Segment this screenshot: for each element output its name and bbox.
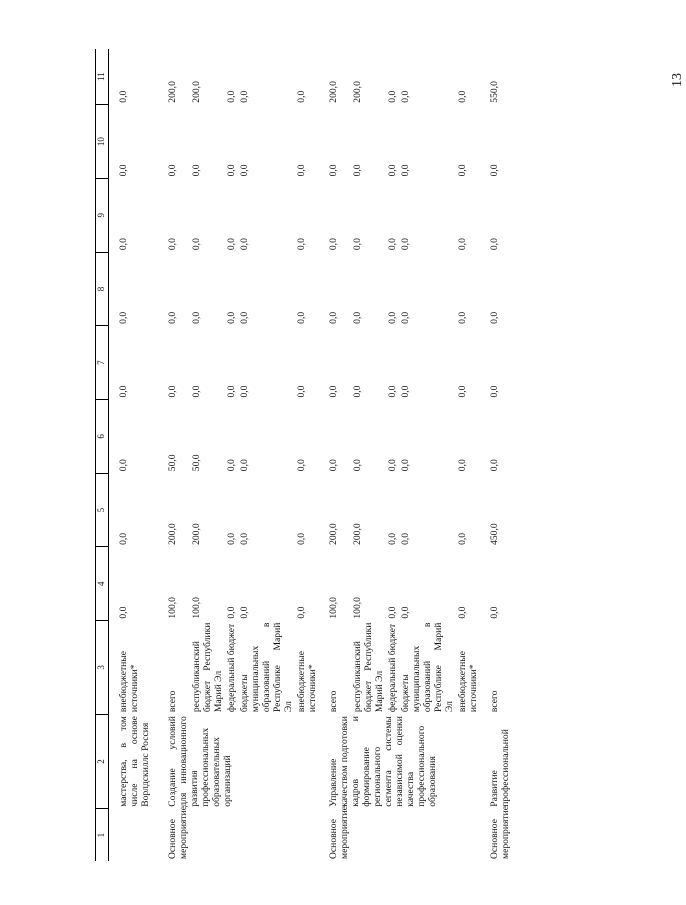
value-cell: 0,0: [489, 311, 500, 324]
funding-source: всего: [328, 690, 339, 713]
value-cell: 0,0: [457, 532, 468, 545]
value-cell: 0,0: [457, 164, 468, 177]
value-cell: 0,0: [239, 311, 250, 324]
column-number: 7: [96, 326, 109, 400]
value-cell: 0,0: [118, 532, 129, 545]
value-cell: 0,0: [457, 459, 468, 472]
value-cell: 0,0: [457, 238, 468, 251]
value-cell: 0,0: [226, 459, 237, 472]
value-cell: 0,0: [352, 459, 363, 472]
value-cell: 0,0: [296, 606, 307, 619]
value-cell: 0,0: [387, 532, 398, 545]
row-type: [351, 809, 386, 861]
value-cell: 0,0: [387, 311, 398, 324]
value-cell: 0,0: [457, 311, 468, 324]
row-title: Создание условий для инновационного развития профессиональных образовательных организаций: [167, 716, 233, 807]
value-cell: 0,0: [118, 385, 129, 398]
value-cell: 100,0: [191, 597, 202, 619]
value-cell: 0,0: [226, 238, 237, 251]
row-type: [295, 809, 319, 861]
row-title: Управление качеством подготовки кадров и формирование регионального сегмента системы независимой оценки качества профессионального образования: [328, 716, 438, 807]
value-cell: 0,0: [489, 164, 500, 177]
value-cell: 0,0: [239, 238, 250, 251]
row-title: Развитие профессиональной: [489, 729, 511, 807]
row-type: Основное мероприятие: [328, 806, 350, 859]
value-cell: 0,0: [489, 385, 500, 398]
funding-source: внебюджетные источники*: [118, 650, 140, 713]
value-cell: 0,0: [489, 238, 500, 251]
row-title: мастерства, в том числе на основе Ворлдскиллс Россия: [118, 716, 151, 807]
value-cell: 0,0: [457, 606, 468, 619]
value-cell: 0,0: [328, 385, 339, 398]
funding-source: внебюджетные источники*: [296, 650, 318, 713]
funding-source: федеральный бюджет: [226, 623, 237, 713]
value-cell: 0,0: [239, 532, 250, 545]
value-cell: 0,0: [296, 311, 307, 324]
value-cell: 100,0: [352, 597, 363, 619]
value-cell: 0,0: [400, 459, 411, 472]
value-cell: 0,0: [387, 90, 398, 103]
value-cell: 0,0: [239, 459, 250, 472]
value-cell: 0,0: [352, 164, 363, 177]
column-number: 1: [96, 809, 109, 861]
value-cell: 200,0: [167, 523, 178, 545]
value-cell: 0,0: [226, 385, 237, 398]
value-cell: 0,0: [352, 311, 363, 324]
value-cell: 0,0: [118, 459, 129, 472]
value-cell: 0,0: [328, 238, 339, 251]
value-cell: 0,0: [400, 90, 411, 103]
value-cell: 0,0: [387, 606, 398, 619]
value-cell: 0,0: [118, 311, 129, 324]
value-cell: 0,0: [239, 90, 250, 103]
value-cell: 0,0: [239, 385, 250, 398]
funding-source: всего: [167, 690, 178, 713]
value-cell: 0,0: [191, 385, 202, 398]
table-row: [117, 49, 152, 861]
funding-source: внебюджетные источники*: [457, 650, 479, 713]
value-cell: 0,0: [226, 164, 237, 177]
row-type: [225, 809, 238, 861]
row-type: [456, 809, 480, 861]
value-cell: 0,0: [328, 164, 339, 177]
funding-source: бюджеты муниципальных образований в Республике Марий Эл: [400, 622, 455, 713]
value-cell: 0,0: [400, 238, 411, 251]
column-number: 8: [96, 252, 109, 326]
row-type: [399, 809, 456, 861]
column-number: 2: [96, 714, 109, 809]
value-cell: 0,0: [352, 238, 363, 251]
value-cell: 0,0: [167, 238, 178, 251]
value-cell: 0,0: [239, 606, 250, 619]
value-cell: 0,0: [489, 459, 500, 472]
value-cell: 200,0: [328, 523, 339, 545]
value-cell: 0,0: [457, 90, 468, 103]
value-cell: 0,0: [457, 385, 468, 398]
funding-source: республиканский бюджет Республики Марий Эл: [191, 622, 224, 713]
value-cell: 0,0: [400, 385, 411, 398]
row-type: [190, 809, 225, 861]
value-cell: 200,0: [328, 81, 339, 103]
value-cell: 0,0: [226, 311, 237, 324]
value-cell: 0,0: [296, 238, 307, 251]
row-type: Основное мероприятие: [167, 806, 189, 859]
value-cell: 0,0: [387, 238, 398, 251]
value-cell: 0,0: [387, 164, 398, 177]
value-cell: 0,0: [167, 311, 178, 324]
column-number: 3: [96, 621, 109, 715]
value-cell: 0,0: [118, 90, 129, 103]
value-cell: 0,0: [296, 385, 307, 398]
value-cell: 0,0: [400, 532, 411, 545]
funding-source: федеральный бюджет: [387, 623, 398, 713]
value-cell: 0,0: [118, 164, 129, 177]
funding-source: республиканский бюджет Республики Марий Эл: [352, 622, 385, 713]
column-number-row: [96, 49, 109, 861]
value-cell: 200,0: [191, 523, 202, 545]
value-cell: 0,0: [400, 311, 411, 324]
value-cell: 0,0: [191, 311, 202, 324]
column-number: 5: [96, 473, 109, 547]
value-cell: 0,0: [191, 164, 202, 177]
table-row: [166, 49, 190, 861]
value-cell: 100,0: [167, 597, 178, 619]
value-cell: 0,0: [400, 606, 411, 619]
value-cell: 0,0: [296, 532, 307, 545]
value-cell: 0,0: [328, 311, 339, 324]
table-row: [327, 49, 351, 861]
value-cell: 200,0: [191, 81, 202, 103]
value-cell: 0,0: [167, 385, 178, 398]
value-cell: 450,0: [489, 523, 500, 545]
value-cell: 0,0: [118, 238, 129, 251]
value-cell: 0,0: [239, 164, 250, 177]
value-cell: 0,0: [226, 532, 237, 545]
value-cell: 0,0: [296, 459, 307, 472]
column-number: 11: [96, 49, 109, 105]
column-number: 9: [96, 178, 109, 252]
row-type: [238, 809, 295, 861]
row-type: Основное мероприятие: [489, 806, 511, 859]
value-cell: 200,0: [167, 81, 178, 103]
value-cell: 0,0: [296, 164, 307, 177]
value-cell: 0,0: [118, 606, 129, 619]
value-cell: 0,0: [352, 385, 363, 398]
row-type: [117, 809, 152, 861]
column-number: 4: [96, 547, 109, 621]
value-cell: 0,0: [328, 459, 339, 472]
value-cell: 50,0: [167, 454, 178, 472]
value-cell: 100,0: [328, 597, 339, 619]
value-cell: 0,0: [387, 385, 398, 398]
budget-table: [95, 49, 512, 861]
funding-source: бюджеты муниципальных образований в Республике Марий Эл: [239, 622, 294, 713]
value-cell: 0,0: [226, 90, 237, 103]
value-cell: 0,0: [489, 606, 500, 619]
value-cell: 200,0: [352, 523, 363, 545]
value-cell: 550,0: [489, 81, 500, 103]
table-row: [488, 49, 512, 861]
value-cell: 50,0: [191, 454, 202, 472]
column-number: 10: [96, 105, 109, 179]
value-cell: 0,0: [191, 238, 202, 251]
row-type: [386, 809, 399, 861]
funding-source: всего: [489, 690, 500, 713]
value-cell: 200,0: [352, 81, 363, 103]
page-number: 13: [670, 73, 685, 87]
value-cell: 0,0: [226, 606, 237, 619]
column-number: 6: [96, 400, 109, 474]
value-cell: 0,0: [400, 164, 411, 177]
value-cell: 0,0: [296, 90, 307, 103]
value-cell: 0,0: [387, 459, 398, 472]
value-cell: 0,0: [167, 164, 178, 177]
budget-table-frame: [95, 49, 577, 861]
